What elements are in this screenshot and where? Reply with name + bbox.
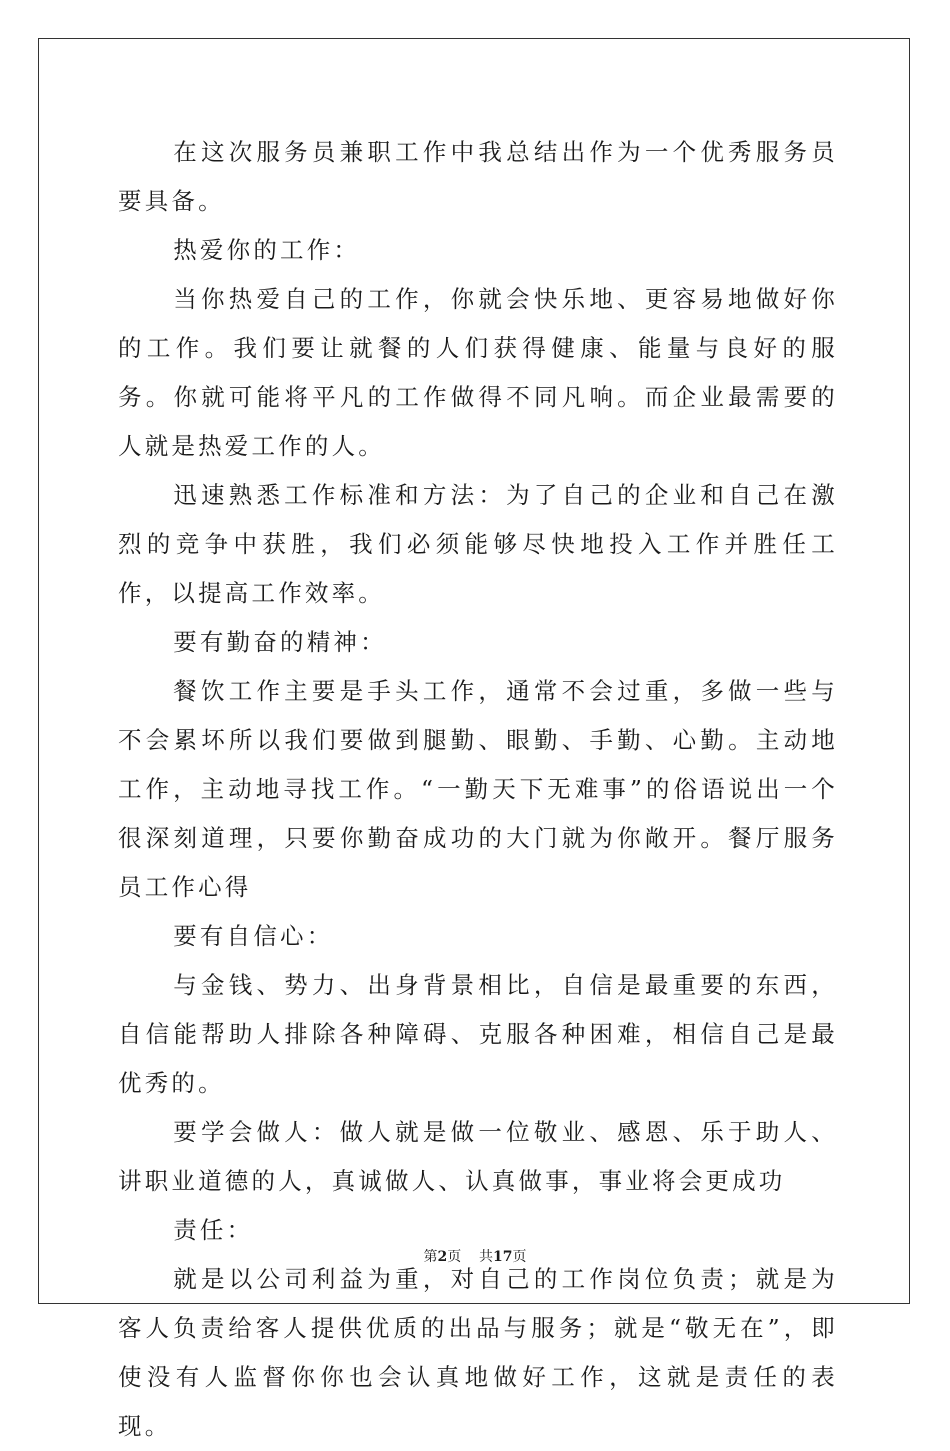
page-suffix: 页 xyxy=(447,1249,462,1265)
page-footer xyxy=(0,1246,950,1266)
heading-love-work: 热爱你的工作： xyxy=(173,236,361,264)
total-pages: 17 xyxy=(493,1249,513,1265)
paragraph-responsibility: 就是以公司利益为重，对自己的工作岗位负责；就是为客人负责给客人提供优质的出品与服务；就是“敬无在”，即使没有人监督你你也会认真地做好工作，这就是责任的表现。 xyxy=(118,1265,838,1440)
total-prefix: 共 xyxy=(479,1249,494,1265)
paragraph-standards: 迅速熟悉工作标准和方法：为了自己的企业和自己在激烈的竞争中获胜，我们必须能够尽快地投入工作并胜任工作，以提高工作效率。 xyxy=(118,481,838,607)
paragraph-love-work: 当你热爱自己的工作，你就会快乐地、更容易地做好你的工作。我们要让就餐的人们获得健康、能量与良好的服务。你就可能将平凡的工作做得不同凡响。而企业最需要的人就是热爱工作的人。 xyxy=(118,285,838,460)
heading-responsibility: 责任： xyxy=(173,1216,254,1244)
page-number: 2 xyxy=(437,1249,448,1265)
heading-confidence: 要有自信心： xyxy=(173,922,334,950)
total-suffix: 页 xyxy=(512,1249,527,1265)
paragraph-conduct: 要学会做人：做人就是做一位敬业、感恩、乐于助人、讲职业道德的人，真诚做人、认真做事，事业将会更成功 xyxy=(118,1118,838,1195)
paragraph-confidence: 与金钱、势力、出身背景相比，自信是最重要的东西，自信能帮助人排除各种障碍、克服各种困难，相信自己是最优秀的。 xyxy=(118,971,838,1097)
heading-diligence: 要有勤奋的精神： xyxy=(173,628,387,656)
paragraph-diligence: 餐饮工作主要是手头工作，通常不会过重，多做一些与不会累坏所以我们要做到腿勤、眼勤、手勤、心勤。主动地工作，主动地寻找工作。“一勤天下无难事”的俗语说出一个很深刻道理，只要你勤奋成功的大门就为你敞开。餐厅服务员工作心得 xyxy=(118,677,838,901)
page-prefix: 第 xyxy=(423,1249,438,1265)
paragraph-intro: 在这次服务员兼职工作中我总结出作为一个优秀服务员要具备。 xyxy=(118,138,838,215)
